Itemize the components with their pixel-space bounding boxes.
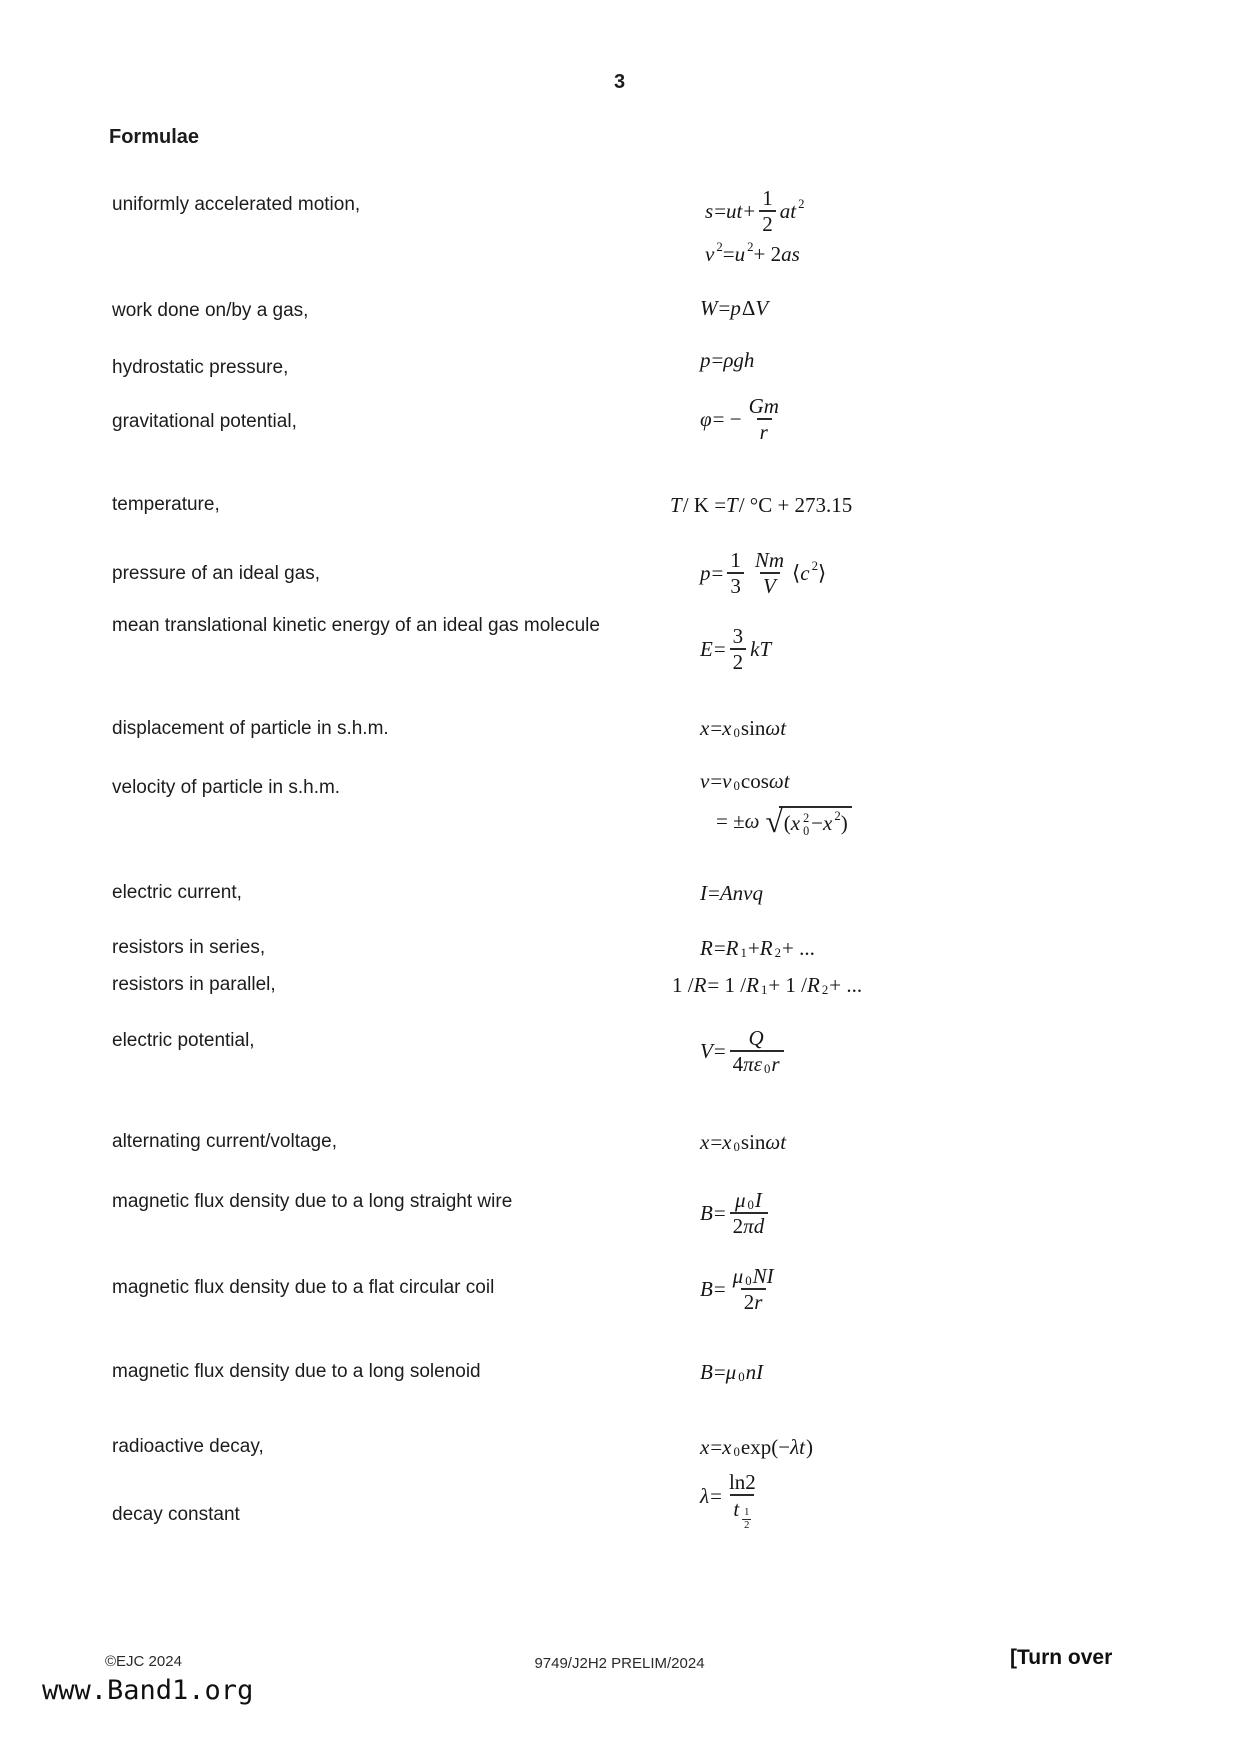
formula-label: hydrostatic pressure, [112, 357, 289, 378]
formula-line: s = ut + $\frac{1}{2}$ at 2 [705, 186, 805, 237]
formula-line: R = R 1 + R 2 + ... [700, 936, 815, 960]
formula-line: x = x 0 sin ωt [700, 1130, 787, 1154]
formula-label: magnetic flux density due to a long straight wire [112, 1191, 513, 1212]
formula-line: p = ρgh [700, 348, 755, 372]
footer-paper-code: 9749/J2H2 PRELIM/2024 [534, 1655, 705, 1672]
formula-label: magnetic flux density due to a long solenoid [112, 1361, 481, 1382]
formula-line: I = Anvq [700, 881, 763, 905]
formula-line: V = Q 4 πε 0 r [700, 1026, 788, 1076]
formula-label: temperature, [112, 494, 220, 515]
formula-line: T / K = T / °C + 273.15 [670, 493, 853, 517]
footer-turn-over: [Turn over [1010, 1646, 1113, 1669]
formula-line: φ = − $\frac{Gm}{r}$ [700, 394, 779, 445]
formula-label: uniformly accelerated motion, [112, 194, 361, 215]
formula-line: = ± ω √ ( x 2 0 − x 2 ) [716, 806, 852, 836]
formula-label: work done on/by a gas, [112, 300, 309, 321]
footer-copyright: ©EJC 2024 [105, 1653, 182, 1670]
formula-label: resistors in series, [112, 937, 266, 958]
formula-line: v 2 = u 2 + 2 as [705, 239, 800, 266]
formula-line: p = $\frac{1}{3}$ $\frac{Nm}{V}$ ⟨ c 2 ⟩ [700, 548, 827, 599]
footer-watermark-link[interactable]: www.Band1.org [42, 1675, 254, 1706]
page-number: 3 [613, 71, 626, 93]
formula-line: λ = ln2 t 1 2 [700, 1470, 756, 1532]
formula-label: gravitational potential, [112, 411, 297, 432]
formula-label: magnetic flux density due to a flat circular coil [112, 1277, 495, 1298]
formula-line: W = p Δ V [700, 296, 769, 320]
formula-label: decay constant [112, 1504, 240, 1525]
formula-line: v = v 0 cos ωt [700, 769, 790, 793]
formula-line: x = x 0 sin ωt [700, 716, 787, 740]
formulae-heading: Formulae [109, 126, 200, 148]
formula-line: B = μ 0 I 2 πd [700, 1188, 772, 1238]
formula-label: pressure of an ideal gas, [112, 563, 321, 584]
formula-label: alternating current/voltage, [112, 1131, 337, 1152]
formula-line: E = $\frac{3}{2}$ kT [700, 624, 772, 675]
formula-label: radioactive decay, [112, 1436, 264, 1457]
formula-line: 1 / R = 1 / R 1 + 1 / R 2 + ... [672, 973, 863, 997]
formula-line: B = μ 0 NI 2 r [700, 1264, 774, 1315]
formula-line: x = x 0 exp(− λt ) [700, 1435, 814, 1459]
formula-label: mean translational kinetic energy of an ideal gas molecule [112, 615, 600, 636]
formula-label: velocity of particle in s.h.m. [112, 777, 341, 798]
formula-line: B = μ 0 nI [700, 1360, 764, 1384]
formula-label: displacement of particle in s.h.m. [112, 718, 389, 739]
formula-label: electric potential, [112, 1030, 255, 1051]
formula-label: resistors in parallel, [112, 974, 276, 995]
formula-label: electric current, [112, 882, 242, 903]
